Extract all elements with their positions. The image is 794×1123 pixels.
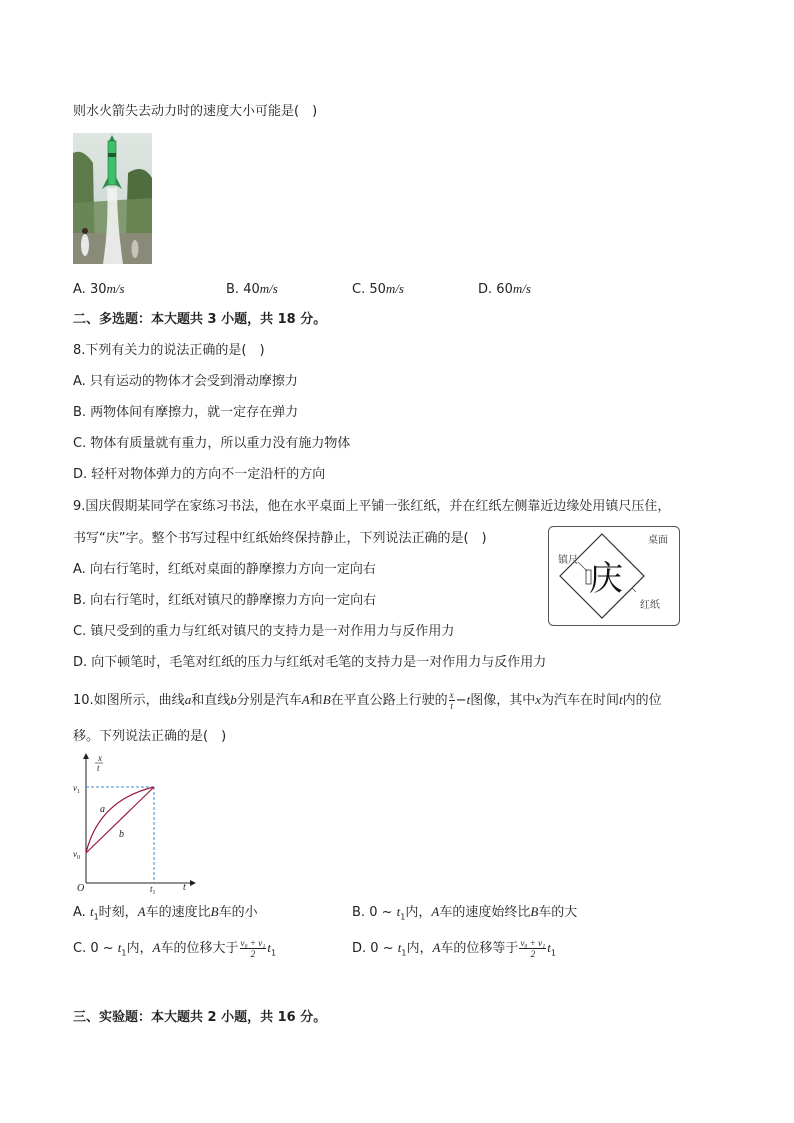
q9-option-a: A. 向右行笔时，红纸对桌面的静摩擦力方向一定向右 bbox=[73, 562, 376, 577]
q9-option-b: B. 向右行笔时，红纸对镇尺的静摩擦力方向一定向右 bbox=[73, 593, 377, 608]
curve-a-label: a bbox=[100, 804, 105, 815]
q10-option-a: A. $t_1$时刻，A车的速度比B车的小 bbox=[73, 904, 258, 922]
q9-option-c: C. 镇尺受到的重力与红纸对镇尺的支持力是一对作用力与反作用力 bbox=[73, 624, 455, 639]
ruler-label: 镇尺 bbox=[558, 555, 578, 566]
water-rocket-photo bbox=[73, 133, 152, 264]
v1-label: $v_1$ bbox=[73, 783, 80, 795]
section-2-heading: 二、多选题：本大题共 3 小题，共 18 分。 bbox=[73, 312, 327, 327]
q10-option-c: C. 0 ~ $t_1$内，A车的位移大于 $\frac{\text{v₀ + v₁}}{2}$ $t_1$ bbox=[73, 938, 277, 959]
q10-stem-line1: 10.如图所示，曲线a和直线b分别是汽车A和B在平直公路上行驶的 $\frac{x}{t}$ −t图像，其中x为汽车在时间t内的位 bbox=[73, 690, 662, 711]
qing-character: 庆 bbox=[589, 559, 623, 599]
q9-stem-line1: 9.国庆假期某同学在家练习书法，他在水平桌面上平铺一张红纸，并在红纸左侧靠近边缘处用镇尺压住， bbox=[73, 499, 671, 514]
q7-option-a: A. 30m/s bbox=[73, 281, 125, 297]
q10-option-d: D. 0 ~ $t_1$内，A车的位移等于 $\frac{\text{v₀ + v₁}}{2}$ $t_1$ bbox=[352, 938, 556, 959]
y-axis-den: t bbox=[97, 763, 100, 773]
v0-label: $v_0$ bbox=[73, 849, 80, 861]
xt-t-graph bbox=[69, 750, 199, 895]
line-b-label: b bbox=[119, 829, 124, 840]
origin-label: O bbox=[77, 883, 85, 894]
q7-option-c: C. 50m/s bbox=[352, 281, 404, 297]
q8-stem: 8.下列有关力的说法正确的是( ) bbox=[73, 343, 265, 358]
q8-option-d: D. 轻杆对物体弹力的方向不一定沿杆的方向 bbox=[73, 467, 326, 482]
y-axis-num: x bbox=[98, 753, 102, 763]
q8-option-a: A. 只有运动的物体才会受到滑动摩擦力 bbox=[73, 374, 298, 389]
q10-stem-line2: 移。下列说法正确的是( ) bbox=[73, 729, 227, 744]
q7-stem: 则水火箭失去动力时的速度大小可能是( ) bbox=[73, 104, 318, 119]
q7-option-b: B. 40m/s bbox=[226, 281, 278, 297]
q7-option-d: D. 60m/s bbox=[478, 281, 531, 297]
q9-option-d: D. 向下顿笔时，毛笔对红纸的压力与红纸对毛笔的支持力是一对作用力与反作用力 bbox=[73, 655, 547, 670]
calligraphy-figure bbox=[548, 526, 680, 626]
q10-option-b: B. 0 ~ $t_1$内，A车的速度始终比B车的大 bbox=[352, 904, 578, 922]
q8-option-b: B. 两物体间有摩擦力，就一定存在弹力 bbox=[73, 405, 299, 420]
q9-stem-line2: 书写“庆”字。整个书写过程中红纸始终保持静止，下列说法正确的是( ) bbox=[73, 531, 487, 546]
section-3-heading: 三、实验题：本大题共 2 小题，共 16 分。 bbox=[73, 1010, 327, 1025]
desk-label: 桌面 bbox=[648, 535, 668, 546]
q8-option-c: C. 物体有质量就有重力，所以重力没有施力物体 bbox=[73, 436, 351, 451]
t1-label: $t_1$ bbox=[150, 884, 156, 895]
paper-label: 红纸 bbox=[640, 600, 660, 611]
t-axis-label: t bbox=[183, 882, 186, 893]
